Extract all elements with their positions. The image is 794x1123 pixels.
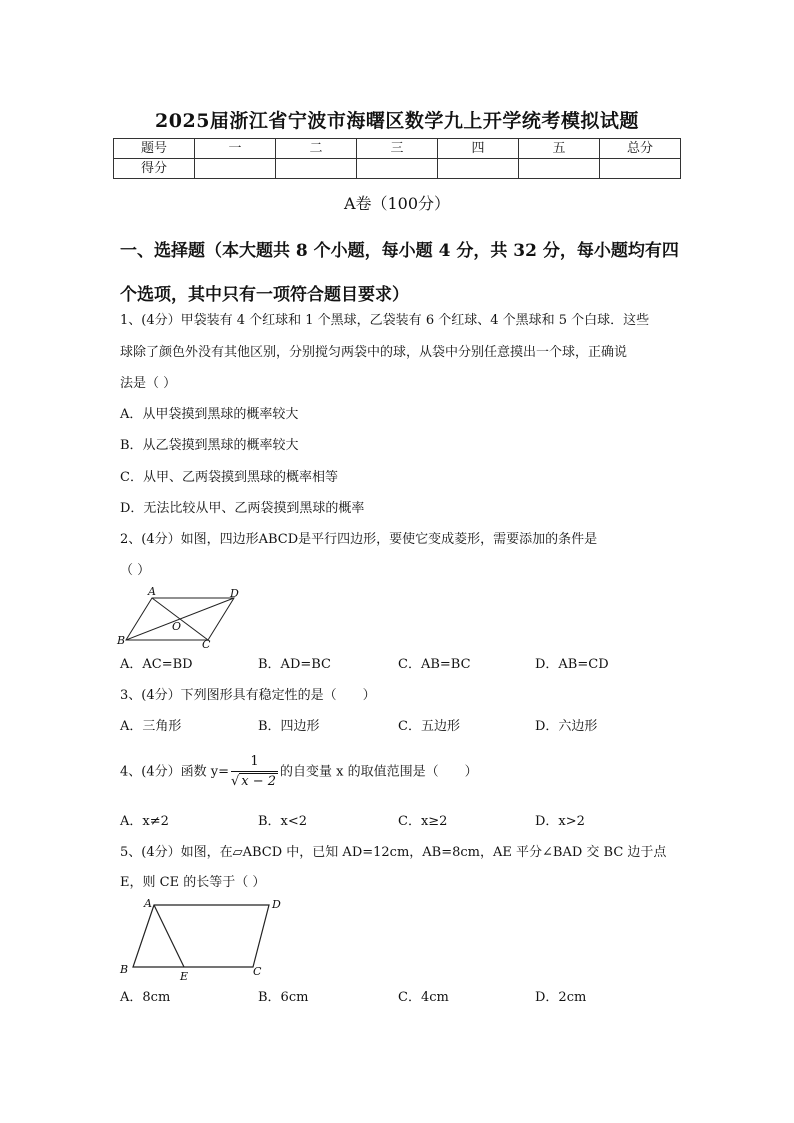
- label-d: D: [230, 587, 239, 600]
- question-2-option-c: C．AB=BC: [398, 657, 471, 672]
- question-5-line-1: 5、(4分）如图，在▱ABCD 中，已知 AD=12cm，AB=8cm，AE 平分∠BAD 交 BC 边于点: [120, 845, 667, 860]
- question-4-option-a: A．x≠2: [120, 814, 169, 829]
- bisector-ae: [154, 905, 184, 967]
- question-3-line-1: 3、(4分）下列图形具有稳定性的是（ ）: [120, 688, 376, 703]
- section-a-heading: A卷（100分）: [343, 194, 451, 213]
- table-cell: 四: [438, 139, 519, 159]
- section1-heading: 一、选择题（本大题共 8 个小题，每小题 4 分，共 32 分，每小题均有四个选项，其中只有一项符合题目要求）: [120, 241, 679, 305]
- question-2-line-1: 2、(4分）如图，四边形ABCD是平行四边形，要使它变成菱形，需要添加的条件是: [120, 532, 598, 547]
- table-cell: [438, 159, 519, 179]
- question-2-option-d: D．AB=CD: [535, 657, 609, 672]
- parallelogram-abcd-bisector-figure: [112, 893, 292, 983]
- question-5-option-b: B．6cm: [258, 990, 309, 1005]
- table-cell: [195, 159, 276, 179]
- question-1-option-d: D．无法比较从甲、乙两袋摸到黑球的概率: [120, 501, 365, 516]
- page-title: 2025届浙江省宁波市海曙区数学九上开学统考模拟试题: [155, 110, 639, 132]
- table-cell: [276, 159, 357, 179]
- question-1-option-c: C．从甲、乙两袋摸到黑球的概率相等: [120, 470, 338, 485]
- question-3-option-b: B．四边形: [258, 719, 320, 734]
- question-4-suffix: 的自变量 x 的取值范围是（ ）: [280, 764, 478, 780]
- question-5-option-a: A．8cm: [120, 990, 171, 1005]
- question-3-option-a: A．三角形: [120, 719, 182, 734]
- table-cell: [519, 159, 600, 179]
- question-4-option-b: B．x<2: [258, 814, 308, 829]
- question-1-line-2: 球除了颜色外没有其他区别，分别搅匀两袋中的球，从袋中分别任意摸出一个球，正确说: [120, 345, 628, 360]
- fraction-numerator: 1: [231, 753, 278, 772]
- table-cell: 总分: [600, 139, 681, 159]
- table-cell: [357, 159, 438, 179]
- question-5-option-d: D．2cm: [535, 990, 587, 1005]
- label-b: B: [117, 634, 126, 647]
- question-4-option-c: C．x≥2: [398, 814, 448, 829]
- question-5-option-c: C．4cm: [398, 990, 449, 1005]
- radicand: x − 2: [241, 774, 277, 789]
- table-cell: 题号: [114, 139, 195, 159]
- question-1-option-b: B．从乙袋摸到黑球的概率较大: [120, 438, 299, 453]
- label-d: D: [272, 898, 281, 911]
- score-table: [113, 138, 681, 179]
- table-cell: 得分: [114, 159, 195, 179]
- label-a: A: [144, 897, 152, 910]
- question-1-line-1: 1、(4分）甲袋装有 4 个红球和 1 个黑球，乙袋装有 6 个红球、4 个黑球和 5 个白球．这些: [120, 313, 650, 328]
- question-2-option-a: A．AC=BD: [120, 657, 193, 672]
- label-o: O: [172, 620, 182, 633]
- question-4-stem: [120, 753, 478, 792]
- question-1-line-3: 法是（ ）: [120, 376, 177, 391]
- table-cell: 五: [519, 139, 600, 159]
- label-c: C: [202, 638, 211, 650]
- question-3-option-c: C．五边形: [398, 719, 460, 734]
- question-1-option-a: A．从甲袋摸到黑球的概率较大: [120, 407, 299, 422]
- fraction: [231, 753, 278, 792]
- diagonal-bd: [126, 598, 234, 640]
- table-cell: 三: [357, 139, 438, 159]
- table-cell: 一: [195, 139, 276, 159]
- question-5-line-2: E，则 CE 的长等于（ ）: [120, 875, 266, 890]
- table-cell: 二: [276, 139, 357, 159]
- question-2-line-2: （ ）: [120, 563, 151, 578]
- question-3-option-d: D．六边形: [535, 719, 598, 734]
- parallelogram-outline: [133, 905, 269, 967]
- score-table-row: [114, 159, 681, 179]
- table-cell: [600, 159, 681, 179]
- question-4-option-d: D．x>2: [535, 814, 585, 829]
- question-4-prefix: 4、(4分）函数 y=: [120, 764, 229, 780]
- score-table-header-row: [114, 139, 681, 159]
- parallelogram-abcd-figure: [112, 584, 252, 650]
- label-e: E: [180, 970, 189, 983]
- label-b: B: [120, 963, 129, 976]
- label-c: C: [253, 965, 262, 978]
- fraction-denominator: √ x − 2: [230, 774, 277, 789]
- label-a: A: [148, 585, 156, 598]
- question-2-option-b: B．AD=BC: [258, 657, 331, 672]
